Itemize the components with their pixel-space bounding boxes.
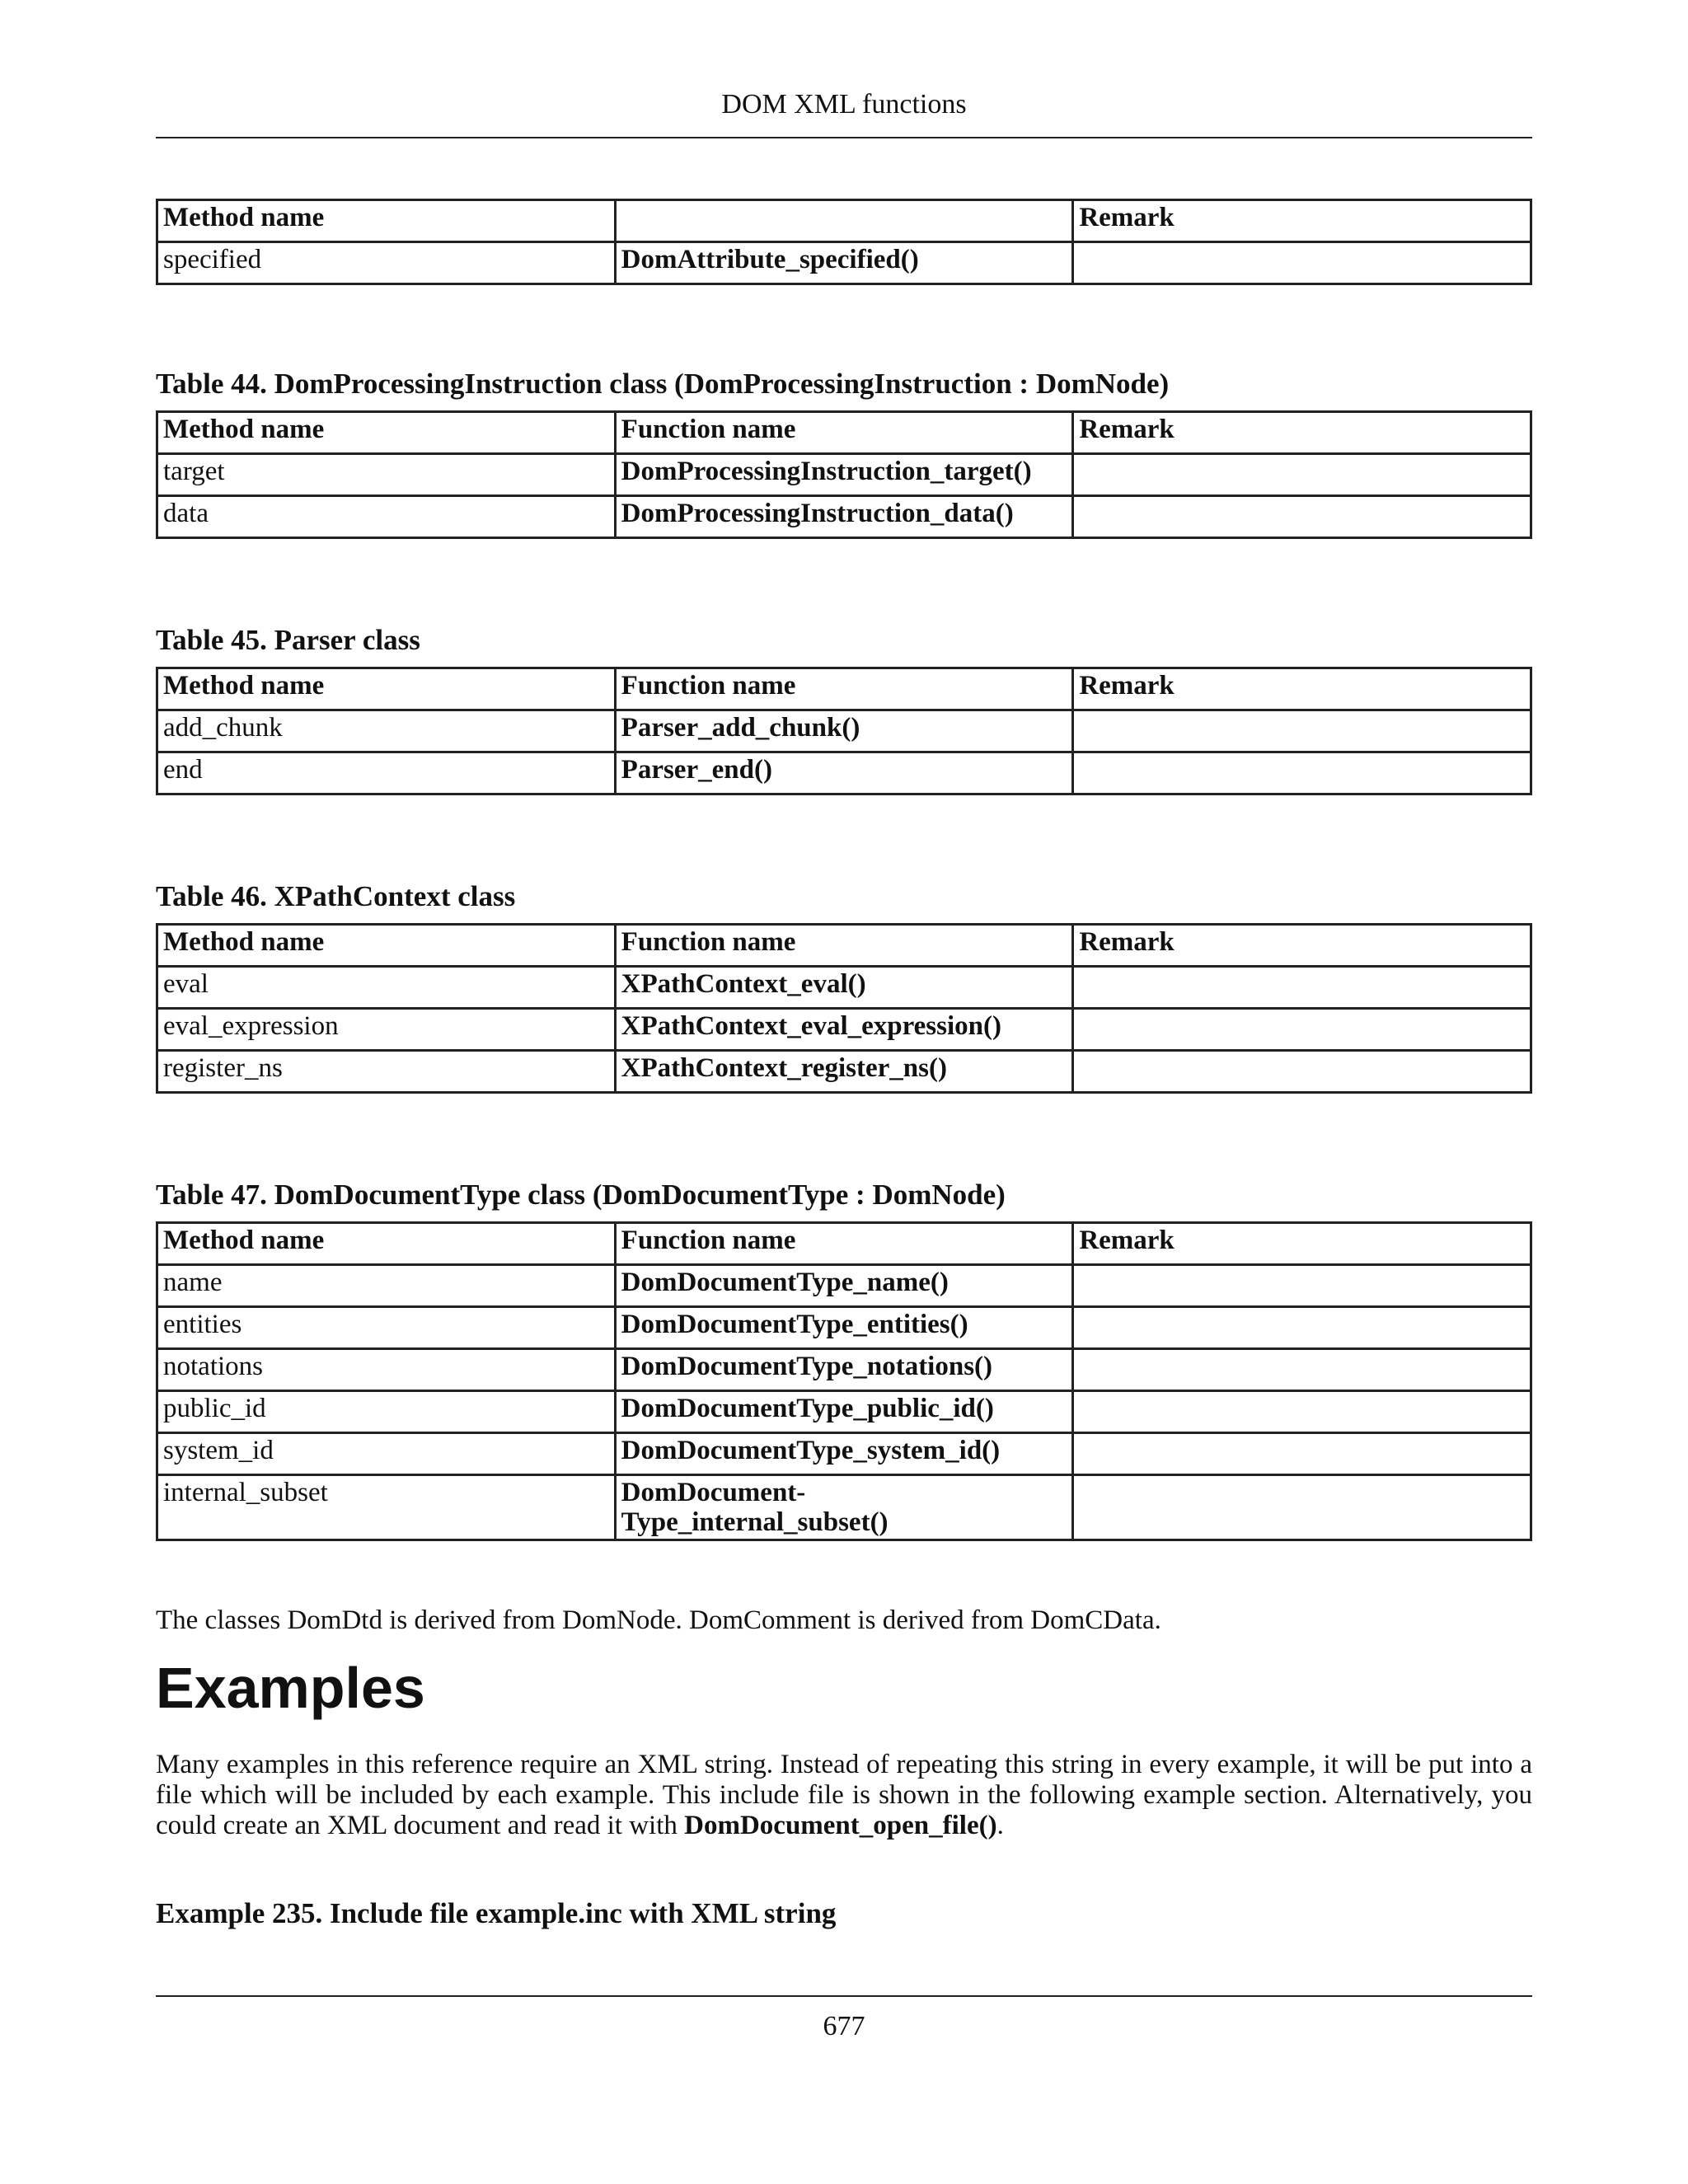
- paragraph-end: .: [996, 1811, 1004, 1840]
- footer-rule: [156, 1995, 1532, 1997]
- remark-cell: [1073, 1009, 1531, 1051]
- header-remark: Remark: [1073, 925, 1531, 967]
- remark-cell: [1073, 752, 1531, 794]
- function-cell: DomAttribute_specified(): [615, 242, 1073, 284]
- table-row: [157, 454, 1531, 496]
- function-cell: Parser_add_chunk(): [615, 710, 1073, 752]
- table-row: [157, 496, 1531, 538]
- method-cell: name: [157, 1265, 616, 1307]
- table-header-row: [157, 668, 1531, 710]
- header-function-name: Function name: [615, 1223, 1073, 1265]
- method-cell: add_chunk: [157, 710, 616, 752]
- table-row: [157, 1433, 1531, 1475]
- function-reference: DomDocument_open_file(): [684, 1811, 997, 1840]
- remark-cell: [1073, 1391, 1531, 1433]
- method-cell: system_id: [157, 1433, 616, 1475]
- header-method-name: Method name: [157, 1223, 616, 1265]
- header-method-name: Method name: [157, 200, 616, 242]
- page-header: DOM XML functions: [721, 89, 967, 120]
- table-domattribute-continued: [156, 199, 1532, 285]
- header-method-name: Method name: [157, 668, 616, 710]
- table-45: [156, 622, 1532, 795]
- table-row: [157, 242, 1531, 284]
- remark-cell: [1073, 1475, 1531, 1540]
- header-function-name: [615, 200, 1073, 242]
- table-row: [157, 1009, 1531, 1051]
- remark-cell: [1073, 242, 1531, 284]
- method-cell: entities: [157, 1307, 616, 1349]
- method-table: [156, 199, 1532, 285]
- method-table: [156, 667, 1532, 795]
- page-number: 677: [823, 2011, 865, 2041]
- function-cell: DomDocumentType_public_id(): [615, 1391, 1073, 1433]
- remark-cell: [1073, 1433, 1531, 1475]
- table-44: [156, 366, 1532, 539]
- remark-cell: [1073, 967, 1531, 1009]
- method-cell: internal_subset: [157, 1475, 616, 1540]
- method-table: [156, 1221, 1532, 1541]
- function-cell: DomDocumentType_name(): [615, 1265, 1073, 1307]
- function-cell: DomDocumentType_system_id(): [615, 1433, 1073, 1475]
- function-cell: DomProcessingInstruction_data(): [615, 496, 1073, 538]
- header-function-name: Function name: [615, 412, 1073, 454]
- table-46: [156, 879, 1532, 1094]
- table-row: [157, 1349, 1531, 1391]
- remark-cell: [1073, 1051, 1531, 1093]
- function-cell: DomProcessingInstruction_target(): [615, 454, 1073, 496]
- remark-cell: [1073, 710, 1531, 752]
- method-cell: end: [157, 752, 616, 794]
- table-row: [157, 1265, 1531, 1307]
- function-cell: DomDocumentType_entities(): [615, 1307, 1073, 1349]
- header-function-name: Function name: [615, 668, 1073, 710]
- method-cell: register_ns: [157, 1051, 616, 1093]
- table-header-row: [157, 200, 1531, 242]
- table-caption: Table 44. DomProcessingInstruction class (DomProcessingInstruction : DomNode): [156, 368, 1170, 400]
- table-header-row: [157, 412, 1531, 454]
- method-cell: notations: [157, 1349, 616, 1391]
- function-cell: XPathContext_register_ns(): [615, 1051, 1073, 1093]
- table-header-row: [157, 925, 1531, 967]
- header-remark: Remark: [1073, 668, 1531, 710]
- header-method-name: Method name: [157, 925, 616, 967]
- table-row: [157, 710, 1531, 752]
- table-header-row: [157, 1223, 1531, 1265]
- function-cell: DomDocumentType_notations(): [615, 1349, 1073, 1391]
- table-caption: Table 45. Parser class: [156, 624, 420, 656]
- method-cell: data: [157, 496, 616, 538]
- remark-cell: [1073, 1349, 1531, 1391]
- section-heading-examples: Examples: [156, 1656, 425, 1720]
- header-rule: [156, 137, 1532, 138]
- table-row: [157, 1391, 1531, 1433]
- inheritance-note: The classes DomDtd is derived from DomNode. DomComment is derived from DomCData.: [156, 1605, 1161, 1635]
- examples-paragraph: [156, 1750, 1532, 1841]
- method-cell: eval_expression: [157, 1009, 616, 1051]
- method-cell: eval: [157, 967, 616, 1009]
- method-table: [156, 923, 1532, 1094]
- table-47: [156, 1177, 1532, 1541]
- table-caption: Table 46. XPathContext class: [156, 880, 516, 912]
- remark-cell: [1073, 454, 1531, 496]
- table-row: [157, 752, 1531, 794]
- table-row: [157, 1307, 1531, 1349]
- header-remark: Remark: [1073, 200, 1531, 242]
- function-cell: DomDocument- Type_internal_subset(): [615, 1475, 1073, 1540]
- remark-cell: [1073, 496, 1531, 538]
- function-cell: XPathContext_eval_expression(): [615, 1009, 1073, 1051]
- method-table: [156, 410, 1532, 539]
- table-caption: Table 47. DomDocumentType class (DomDocumentType : DomNode): [156, 1179, 1006, 1211]
- remark-cell: [1073, 1265, 1531, 1307]
- header-remark: Remark: [1073, 1223, 1531, 1265]
- method-cell: public_id: [157, 1391, 616, 1433]
- header-method-name: Method name: [157, 412, 616, 454]
- paragraph-text: Many examples in this reference require an XML string. Instead of repeating this string in every example, it will be put into a file which will be included by each example. This include file is shown in the following example section. Alternatively, you could create an XML document and read it with: [156, 1750, 1532, 1840]
- table-row: [157, 1475, 1531, 1540]
- remark-cell: [1073, 1307, 1531, 1349]
- function-cell: XPathContext_eval(): [615, 967, 1073, 1009]
- example-title: Example 235. Include file example.inc with XML string: [156, 1897, 837, 1929]
- header-function-name: Function name: [615, 925, 1073, 967]
- function-cell: Parser_end(): [615, 752, 1073, 794]
- method-cell: target: [157, 454, 616, 496]
- table-row: [157, 1051, 1531, 1093]
- table-row: [157, 967, 1531, 1009]
- method-cell: specified: [157, 242, 616, 284]
- header-remark: Remark: [1073, 412, 1531, 454]
